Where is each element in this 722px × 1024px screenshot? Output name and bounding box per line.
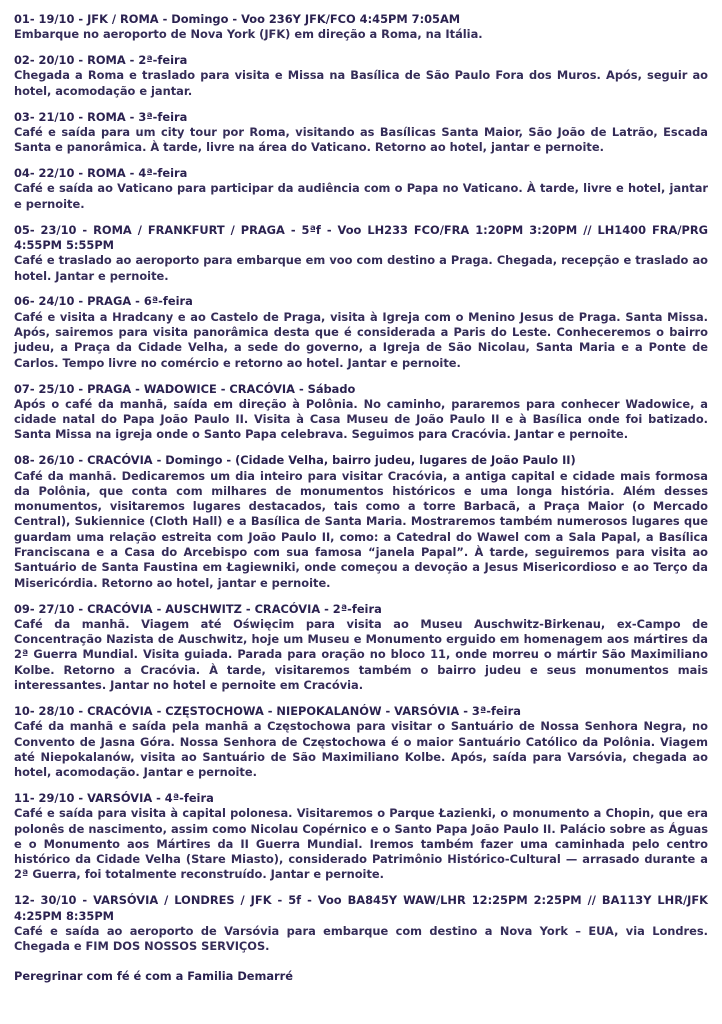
day-05	[14, 223, 708, 284]
day-heading: 02- 20/10 - ROMA - 2ª-feira	[14, 53, 188, 68]
day-description: Café e saída ao Vaticano para participar da audiência com o Papa no Vaticano. À tarde, livre e hotel, jantar e pernoite.	[14, 181, 708, 211]
day-04	[14, 166, 708, 212]
day-heading: 09- 27/10 - CRACÓVIA - AUSCHWITZ - CRACÓVIA - 2ª-feira	[14, 601, 382, 616]
day-heading: 03- 21/10 - ROMA - 3ª-feira	[14, 109, 188, 124]
day-heading: 07- 25/10 - PRAGA - WADOWICE - CRACÓVIA - Sábado	[14, 381, 356, 396]
day-heading: 01- 19/10 - JFK / ROMA - Domingo - Voo 236Y JFK/FCO 4:45PM 7:05AM	[14, 12, 461, 26]
day-heading: 06- 24/10 - PRAGA - 6ª-feira	[14, 294, 193, 309]
day-description: Após o café da manhã, saída em direção à Polônia. No caminho, pararemos para conhecer Wadowice, a cidade natal do Papa João Paulo II. Visita à Casa Museu de João Paulo II e à Basílica onde foi batizado. Santa Missa na igreja onde o Santo Papa celebrava. Seguimos para Cracóvia. Jantar e pernoite.	[14, 396, 708, 442]
day-description: Café e visita a Hradcany e ao Castelo de Praga, visita à Igreja com o Menino Jesus de Praga. Santa Missa. Após, sairemos para visita panorâmica desta que é considerada a Paris do Leste. Conheceremos o bairro judeu, a Praça da Cidade Velha, a sede do governo, a Igreja de São Nicolau, Santa Maria e a Ponte de Carlos. Tempo livre no comércio e retorno ao hotel. Jantar e pernoite.	[14, 309, 708, 370]
day-heading: 04- 22/10 - ROMA - 4ª-feira	[14, 166, 188, 181]
day-description: Café e saída para um city tour por Roma, visitando as Basílicas Santa Maior, São João de Latrão, Escada Santa e panorâmica. À tarde, livre na área do Vaticano. Retorno ao hotel, jantar e pernoite.	[14, 124, 708, 155]
day-heading: 08- 26/10 - CRACÓVIA - Domingo - (Cidade Velha, bairro judeu, lugares de João Paulo II)	[14, 453, 576, 468]
day-heading: 05- 23/10 - ROMA / FRANKFURT / PRAGA - 5ªf - Voo LH233 FCO/FRA 1:20PM 3:20PM // LH1400 FRA/PRG 4:55PM 5:55PM	[14, 222, 708, 252]
day-description: Chegada a Roma e traslado para visita e Missa na Basílica de São Paulo Fora dos Muros. Após, seguir ao hotel, acomodação e jantar.	[14, 68, 708, 98]
day-description: Embarque no aeroporto de Nova York (JFK) em direção a Roma, na Itália.	[14, 27, 483, 42]
day-description: Café da manhã e saída pela manhã a Częstochowa para visitar o Santuário de Nossa Senhora Negra, no Convento de Jasna Góra. Nossa Senhora de Częstochowa é o maior Santuário Católico da Polônia. Viagem até Niepokalanów, visita ao Santuário de São Maximiliano Kolbe. Após, saída para Varsóvia, chegada ao hotel, acomodação. Jantar e pernoite.	[14, 719, 708, 780]
day-heading: 11- 29/10 - VARSÓVIA - 4ª-feira	[14, 791, 214, 805]
day-07	[14, 382, 708, 443]
day-heading: 10- 28/10 - CRACÓVIA - CZĘSTOCHOWA - NIEPOKALANÓW - VARSÓVIA - 3ª-feira	[14, 703, 521, 718]
day-08	[14, 453, 708, 591]
day-02	[14, 53, 708, 99]
day-12	[14, 893, 708, 954]
day-09	[14, 602, 708, 694]
day-description: Café da manhã. Viagem até Oświęcim para visita ao Museu Auschwitz-Birkenau, ex-Campo de Concentração Nazista de Auschwitz, hoje um Museu e Monumento erguido em homenagem aos mártires da 2ª Guerra Mundial. Visita guiada. Parada para oração no bloco 11, onde morreu o mártir São Maximiliano Kolbe. Retorno a Cracóvia. À tarde, visitaremos também o bairro judeu e seus monumentos mais interessantes. Jantar no hotel e pernoite em Cracóvia.	[14, 616, 708, 693]
day-06	[14, 294, 708, 370]
day-heading: 12- 30/10 - VARSÓVIA / LONDRES / JFK - 5f - Voo BA845Y WAW/LHR 12:25PM 2:25PM // BA113Y LHR/JFK 4:25PM 8:35PM	[14, 893, 708, 923]
closing-tagline: Peregrinar com fé é com a Familia Demarré	[14, 968, 294, 983]
day-description: Café e saída ao aeroporto de Varsóvia para embarque com destino a Nova York – EUA, via Londres. Chegada e FIM DOS NOSSOS SERVIÇOS.	[14, 923, 708, 954]
day-description: Café da manhã. Dedicaremos um dia inteiro para visitar Cracóvia, a antiga capital e cidade mais formosa da Polônia, que conta com milhares de monumentos históricos e uma longa história. Além desses monumentos, visitaremos lugares destacados, tais como a torre Barbacã, a Praça Maior (o Mercado Central), Sukiennice (Cloth Hall) e a Basílica de Santa Maria. Mostraremos também numerosos lugares que guardam uma relação estreita com João Paulo II, como: a Catedral do Wawel com a Sala Papal, a Basílica Franciscana e a Casa do Arcebispo com sua famosa “janela Papal”. À tarde, seguiremos para visita ao Santuário de Santa Faustina em Łagiewniki, onde começou a devoção a Jesus Misericordioso e ao Terço da Misericórdia. Retorno ao hotel, jantar e pernoite.	[14, 468, 708, 590]
day-10	[14, 704, 708, 780]
day-01	[14, 12, 708, 43]
day-description: Café e saída para visita à capital polonesa. Visitaremos o Parque Łazienki, o monumento a Chopin, que era polonês de nascimento, assim como Nicolau Copérnico e o Santo Papa João Paulo II. Palácio sobre as Águas e o Monumento aos Mártires da II Guerra Mundial. Iremos também fazer uma caminhada pelo centro histórico da Cidade Velha (Stare Miasto), considerado Patrimônio Histórico-Cultural — arrasado durante a 2ª Guerra, foi totalmente reconstruído. Jantar e pernoite.	[14, 806, 708, 882]
day-11	[14, 791, 708, 883]
day-03	[14, 110, 708, 156]
day-description: Café e traslado ao aeroporto para embarque em voo com destino a Praga. Chegada, recepção e traslado ao hotel. Jantar e pernoite.	[14, 253, 708, 283]
